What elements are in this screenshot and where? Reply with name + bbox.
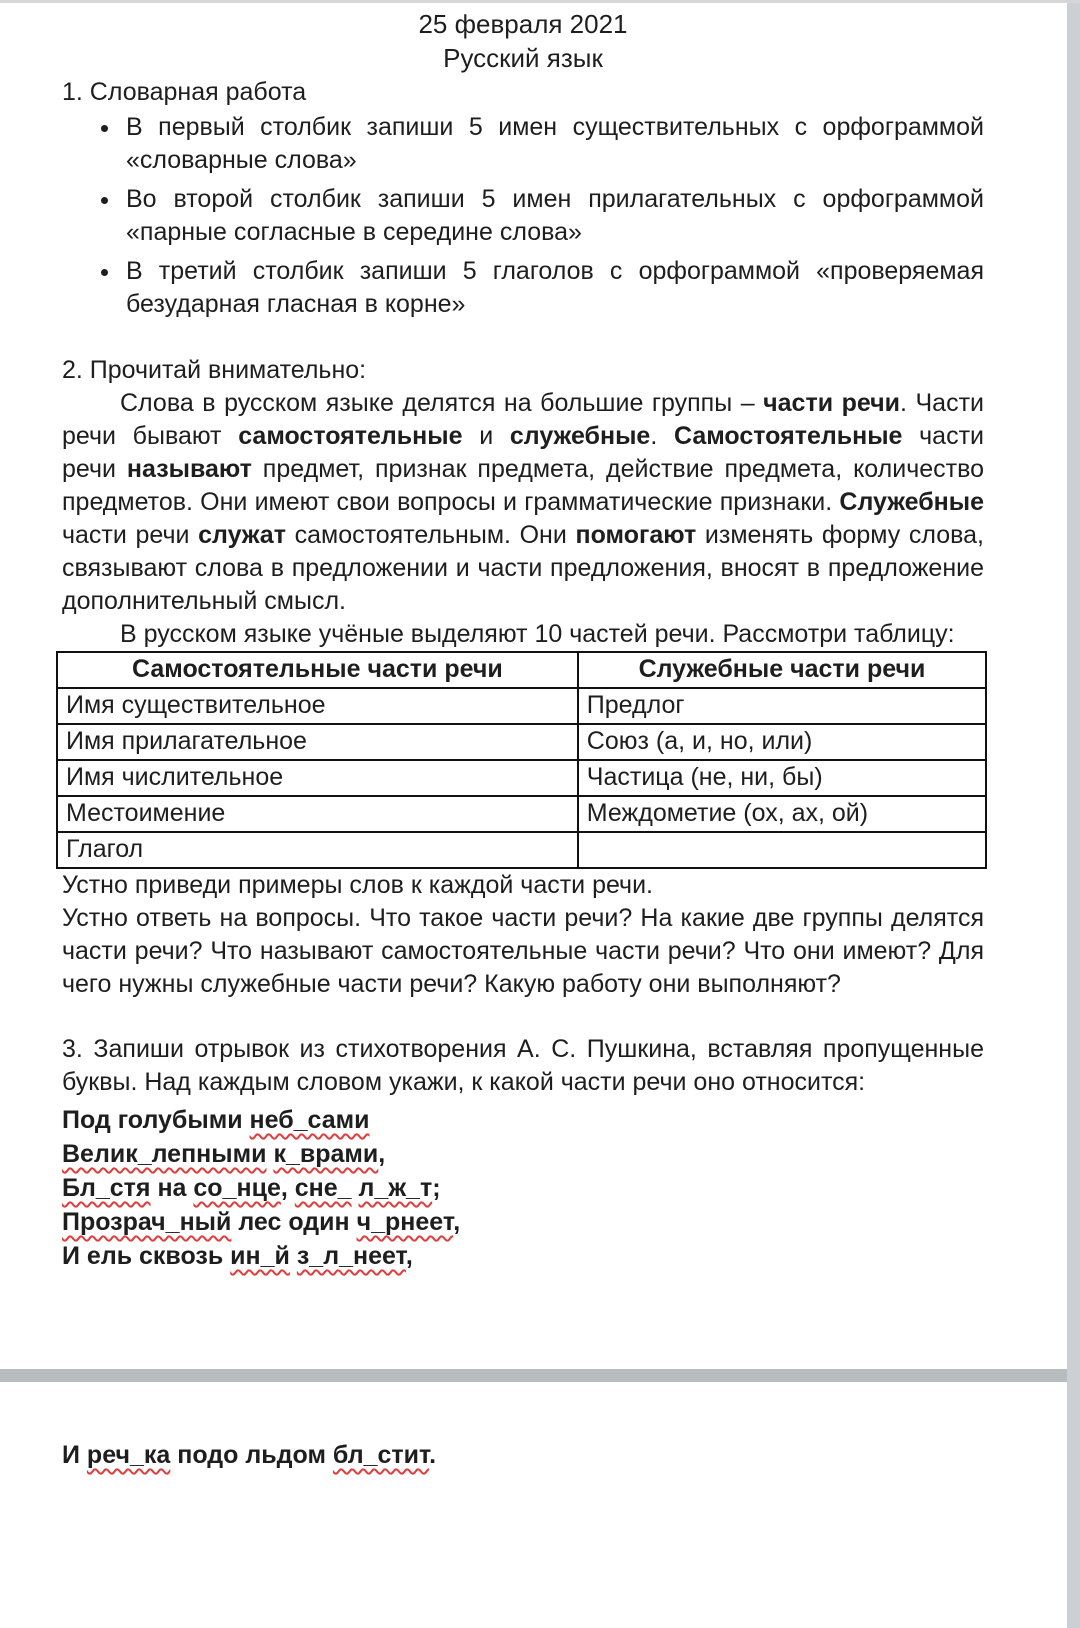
table-header-cell: Служебные части речи (578, 652, 986, 688)
text-segment: и (462, 422, 510, 450)
table-cell: Междометие (ох, ах, ой) (578, 796, 986, 832)
misspelled-word: со_нце (193, 1174, 281, 1202)
oral-task-paragraph: Устно приведи примеры слов к каждой части речи. (62, 871, 653, 899)
table-row (57, 760, 986, 796)
misspelled-word: Бл_стя (62, 1174, 151, 1202)
misspelled-word: Прозрач_ный (62, 1208, 232, 1236)
text-segment: помогают (575, 521, 697, 549)
section3-paragraph: 3. Запиши отрывок из стихотворения А. С. Пушкина, вставляя пропущенные буквы. Над каждым словом укажи, к какой части речи оно относится: (62, 1035, 984, 1096)
table-row (57, 724, 986, 760)
text-segment: Служебные (839, 488, 984, 516)
document-page (0, 3, 1080, 1472)
table-row (57, 688, 986, 724)
text-segment: Слова в русском языке делятся на большие группы – (120, 389, 764, 417)
section2-heading: 2. Прочитай внимательно: (62, 356, 367, 384)
poem (62, 1103, 984, 1273)
title-subject: Русский язык (443, 43, 603, 73)
text-segment: предмет, признак предмета, действие предмета, количество предметов. Они имеют свои вопросы и грамматические признаки. (62, 455, 984, 516)
text-segment: на (150, 1174, 194, 1202)
text-segment: Под голубыми (62, 1106, 250, 1134)
misspelled-word: ч_рнеет (356, 1208, 454, 1236)
text-segment: И ель сквозь (62, 1242, 231, 1270)
table-cell: Частица (не, ни, бы) (578, 760, 986, 796)
poem-line (62, 1239, 984, 1273)
bullet-item: • В третий столбик запиши 5 глаголов с орфограммой «проверяемая безударная гласная в корне» (122, 255, 984, 321)
misspelled-word: бл_стит (332, 1441, 430, 1469)
table-header-cell: Самостоятельные части речи (57, 652, 578, 688)
table-cell: Имя существительное (57, 688, 578, 724)
poem-line (62, 1205, 984, 1239)
text-segment: Самостоятельные (673, 422, 903, 450)
text-segment: части речи (62, 521, 199, 549)
text-segment: части речи (763, 389, 901, 417)
table-cell: Союз (а, и, но, или) (578, 724, 986, 760)
text-segment: лес один (231, 1208, 357, 1236)
last-poem-line (62, 1438, 984, 1472)
title-date: 25 февраля 2021 (418, 9, 628, 39)
table-cell: Глагол (57, 832, 578, 868)
text-segment: . (429, 1441, 437, 1469)
table-row (57, 796, 986, 832)
text-segment: , (280, 1174, 295, 1202)
poem-line (62, 1171, 984, 1205)
text-segment: , (378, 1140, 386, 1168)
scrollbar[interactable] (1067, 3, 1080, 1628)
misspelled-word: к_врами (273, 1140, 379, 1168)
text-segment: изменять форму слова, связывают слова в предложении и части предложения, вносят в предложение дополнительный смысл. (62, 521, 984, 615)
text-segment: самостоятельным. Они (285, 521, 576, 549)
text-segment: служат (198, 521, 286, 549)
misspelled-word: л_ж_т (358, 1174, 433, 1202)
table-cell: Местоимение (57, 796, 578, 832)
table-row (57, 832, 986, 868)
bullet-item: • В первый столбик запиши 5 имен существительных с орфограммой «словарные слова» (122, 111, 984, 177)
poem-line (62, 1103, 984, 1137)
text-segment (290, 1242, 297, 1270)
table-cell (578, 832, 986, 868)
oral-questions-paragraph: Устно ответь на вопросы. Что такое части речи? На какие две группы делятся части речи? Что называют самостоятельные части речи? Что они имеют? Для чего нужны служебные части речи? Какую работу они выполняют? (62, 904, 984, 998)
intro-paragraph (62, 387, 984, 618)
misspelled-word: з_л_неет (296, 1242, 406, 1270)
bullet-list (62, 111, 984, 321)
misspelled-word: ин_й (230, 1242, 290, 1270)
text-segment: самостоятельные (238, 422, 463, 450)
text-segment: ; (432, 1174, 441, 1202)
text-segment: , (405, 1242, 413, 1270)
section1-heading: 1. Словарная работа (62, 78, 307, 106)
text-segment: И (62, 1441, 87, 1469)
page-separator (0, 1369, 1080, 1382)
table-cell: Имя числительное (57, 760, 578, 796)
misspelled-word: сне_ (294, 1174, 352, 1202)
text-segment: подо льдом (170, 1441, 333, 1469)
misspelled-word: Велик_лепными (62, 1140, 267, 1168)
text-segment: части речи (62, 422, 984, 483)
table-header-row (57, 652, 986, 688)
misspelled-word: неб_сами (249, 1106, 370, 1134)
parts-of-speech-table (56, 651, 987, 869)
text-segment: , (453, 1208, 461, 1236)
table-cell: Имя прилагательное (57, 724, 578, 760)
poem-line (62, 1137, 984, 1171)
bullet-item: • Во второй столбик запиши 5 имен прилагательных с орфограммой «парные согласные в середине слова» (122, 183, 984, 249)
table-cell: Предлог (578, 688, 986, 724)
table-intro-paragraph: В русском языке учёные выделяют 10 частей речи. Рассмотри таблицу: (120, 620, 955, 648)
text-segment: называют (126, 455, 252, 483)
text-segment (352, 1174, 359, 1202)
text-segment: служебные (509, 422, 651, 450)
text-segment: . Части речи бывают (62, 389, 984, 450)
text-segment: . (650, 422, 674, 450)
misspelled-word: реч_ка (86, 1441, 171, 1469)
